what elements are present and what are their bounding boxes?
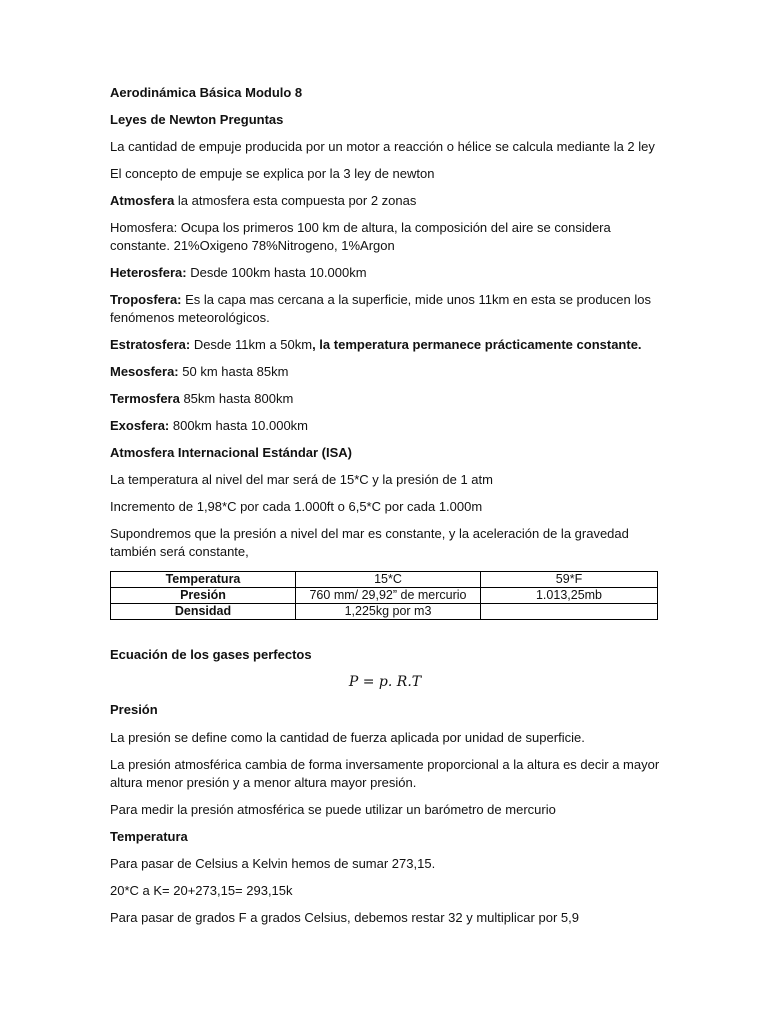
paragraph-estratosfera: Estratosfera: Desde 11km a 50km, la temperatura permanece prácticamente constante.: [110, 337, 642, 352]
paragraph-presion-3: Para medir la presión atmosférica se puede utilizar un barómetro de mercurio: [110, 802, 556, 817]
paragraph-isa-3: Supondremos que la presión a nivel del mar es constante, y la aceleración de la gravedad también será constante,: [110, 526, 629, 559]
isa-properties-table: [110, 571, 658, 620]
paragraph-empuje-ley2: La cantidad de empuje producida por un motor a reacción o hélice se calcula mediante la 2 ley: [110, 139, 655, 154]
paragraph-homosfera: Homosfera: Ocupa los primeros 100 km de altura, la composición del aire se considera constante. 21%Oxigeno 78%Nitrogeno, 1%Argon: [110, 220, 611, 253]
atmosfera-label: Atmosfera: [110, 193, 175, 208]
section-heading-temperatura: Temperatura: [110, 829, 188, 844]
section-heading-presion: Presión: [110, 702, 158, 717]
table-row: Densidad 1,225kg por m3: [111, 604, 658, 620]
section-heading-gases: Ecuación de los gases perfectos: [110, 647, 312, 662]
table-row: Temperatura 15*C 59*F: [111, 572, 658, 588]
paragraph-atmosfera: Atmosfera la atmosfera esta compuesta por 2 zonas: [110, 193, 417, 208]
paragraph-heterosfera: Heterosfera: Desde 100km hasta 10.000km: [110, 265, 367, 280]
paragraph-isa-2: Incremento de 1,98*C por cada 1.000ft o 6,5*C por cada 1.000m: [110, 499, 483, 514]
document-title: Aerodinámica Básica Modulo 8: [110, 85, 303, 100]
paragraph-isa-1: La temperatura al nivel del mar será de 15*C y la presión de 1 atm: [110, 472, 493, 487]
paragraph-troposfera: Troposfera: Es la capa mas cercana a la superficie, mide unos 11km en esta se producen los fenómenos meteorológicos.: [110, 292, 651, 325]
paragraph-temperatura-1: Para pasar de Celsius a Kelvin hemos de sumar 273,15.: [110, 856, 436, 871]
document-body: [110, 84, 660, 936]
paragraph-presion-2: La presión atmosférica cambia de forma inversamente proporcional a la altura es decir a mayor altura menor presión y a menor altura mayor presión.: [110, 757, 660, 790]
paragraph-temperatura-3: Para pasar de grados F a grados Celsius, debemos restar 32 y multiplicar por 5,9: [110, 910, 579, 925]
paragraph-temperatura-2: 20*C a K= 20+273,15= 293,15k: [110, 883, 293, 898]
paragraph-exosfera: Exosfera: 800km hasta 10.000km: [110, 418, 308, 433]
section-heading-isa: Atmosfera Internacional Estándar (ISA): [110, 445, 352, 460]
paragraph-empuje-ley3: El concepto de empuje se explica por la 3 ley de newton: [110, 166, 435, 181]
table-row: Presión 760 mm/ 29,92” de mercurio 1.013,25mb: [111, 588, 658, 604]
section-heading-newton: Leyes de Newton Preguntas: [110, 112, 284, 127]
ideal-gas-formula: P = p. R.T: [348, 674, 422, 690]
paragraph-mesosfera: Mesosfera: 50 km hasta 85km: [110, 364, 289, 379]
paragraph-presion-1: La presión se define como la cantidad de fuerza aplicada por unidad de superficie.: [110, 730, 585, 745]
paragraph-termosfera: Termosfera 85km hasta 800km: [110, 391, 294, 406]
